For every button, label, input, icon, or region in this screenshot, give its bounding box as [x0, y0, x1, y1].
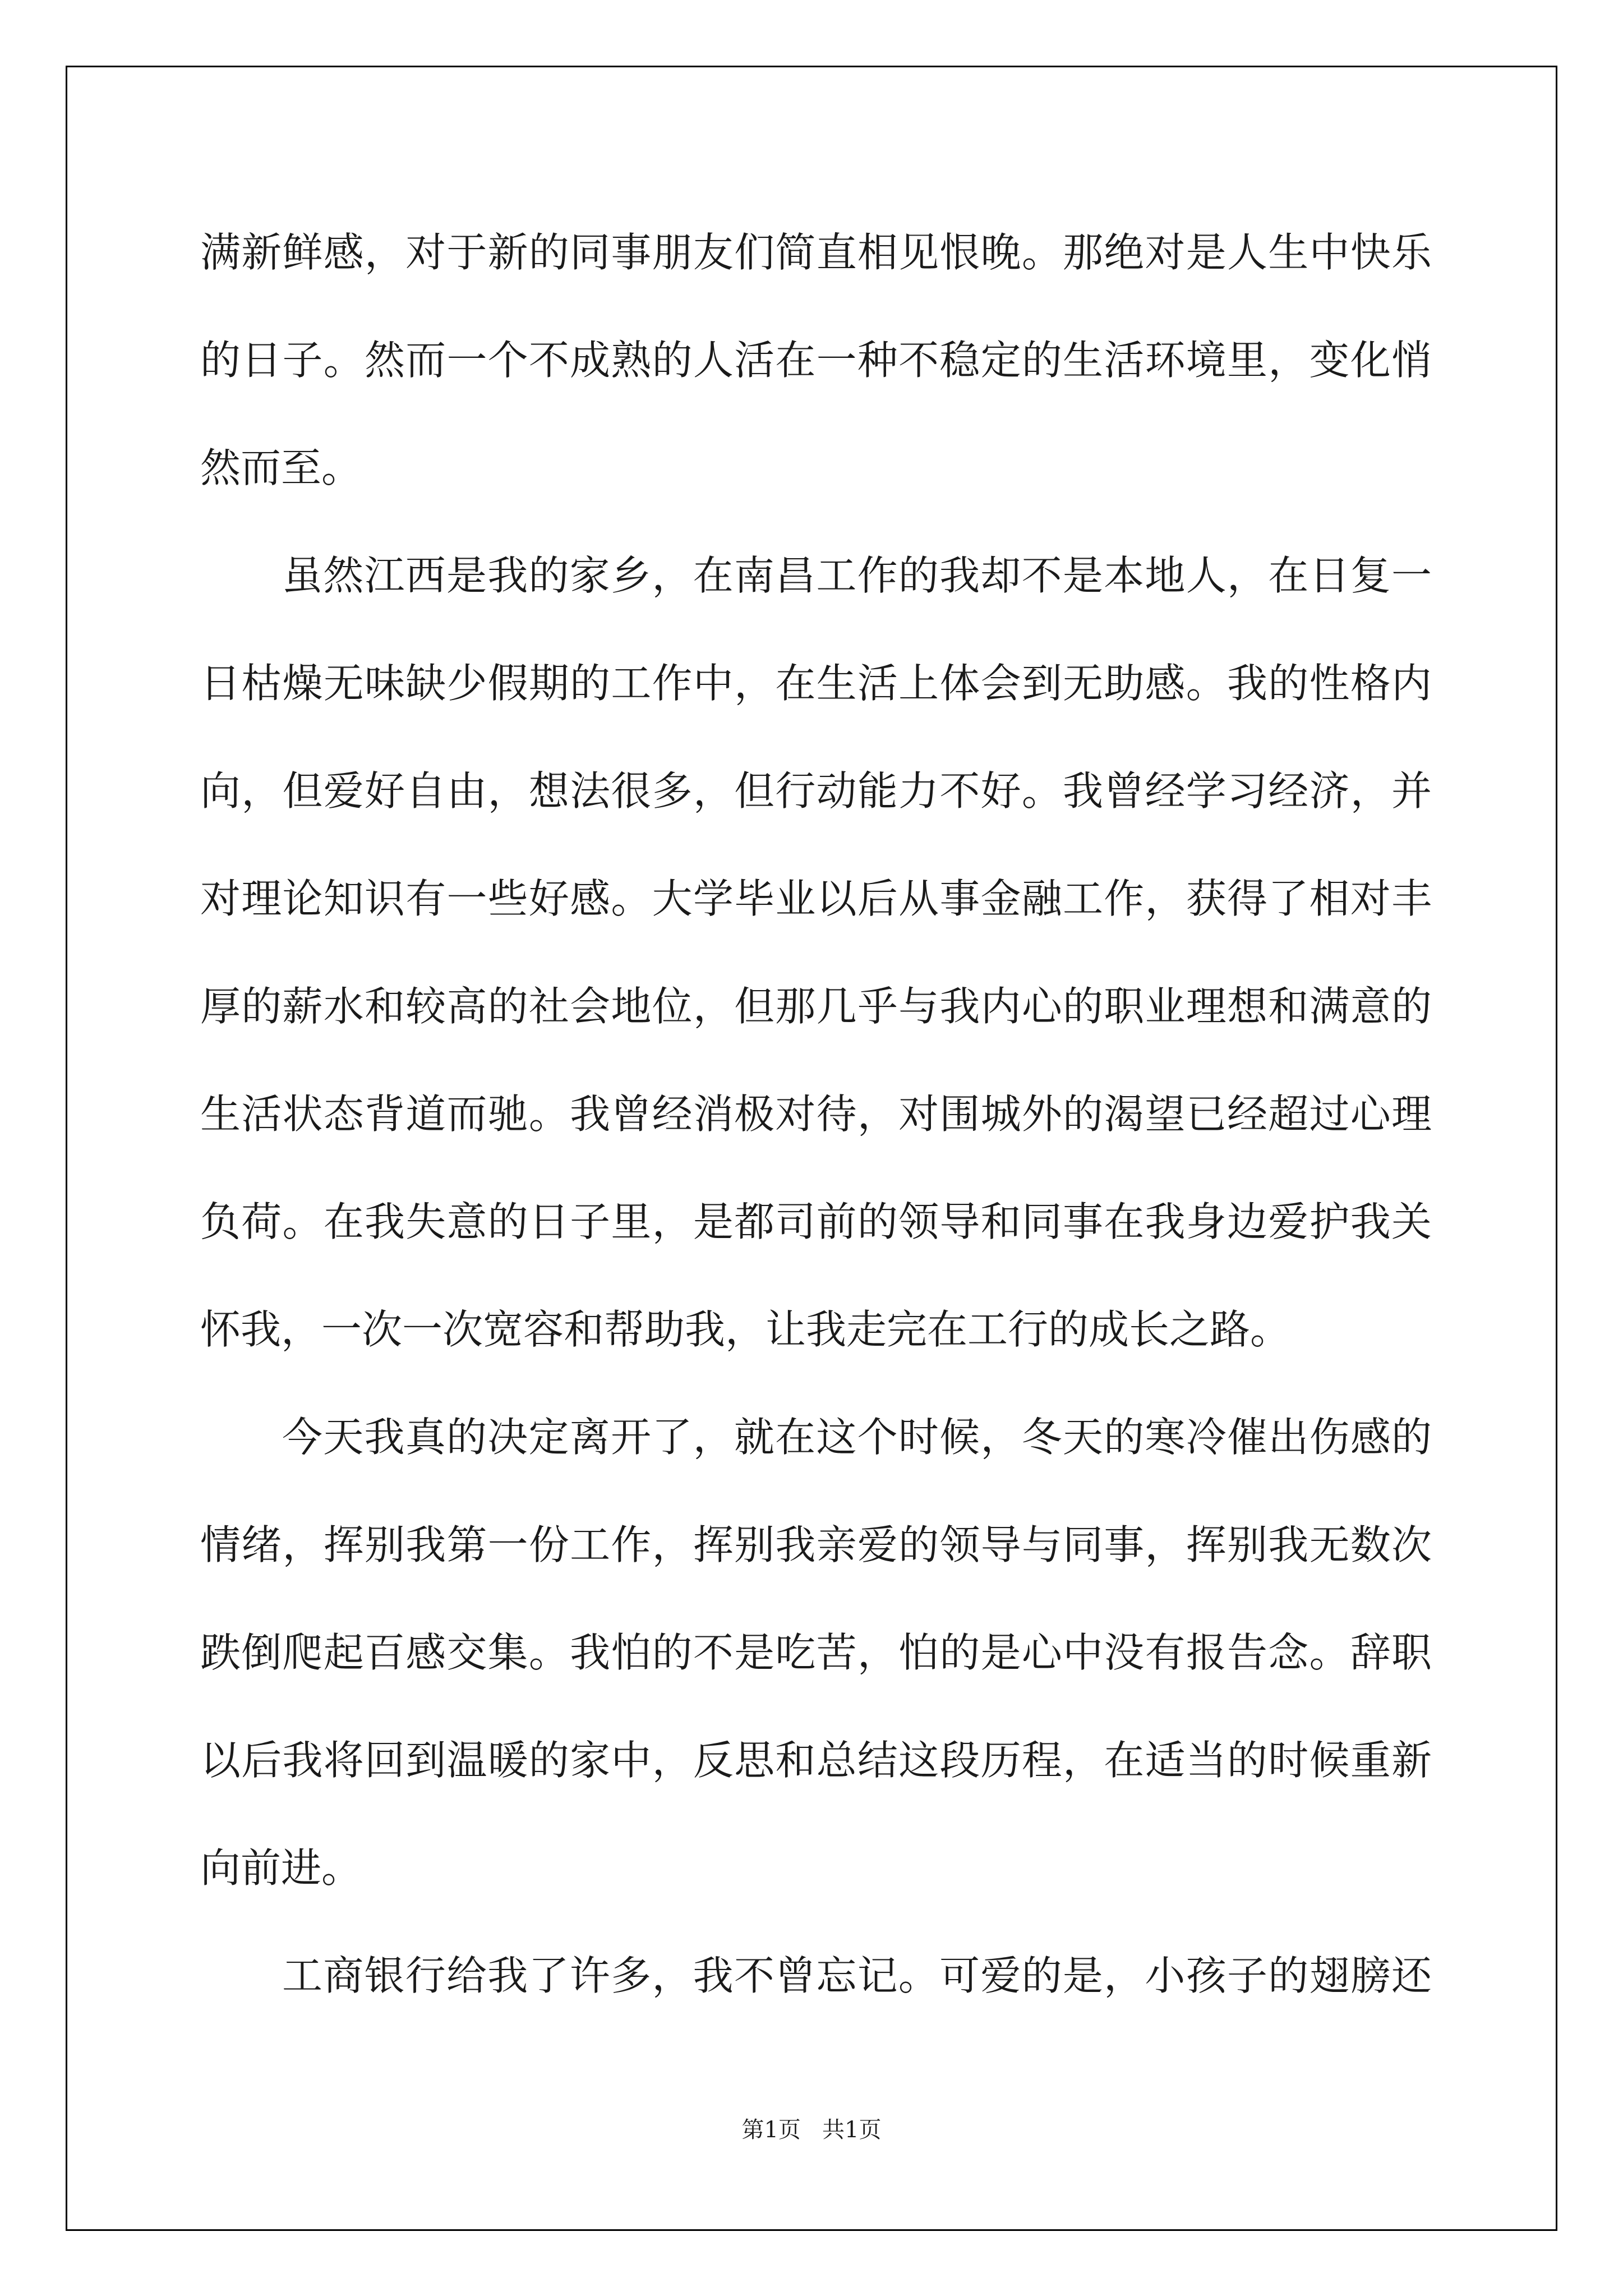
- text-line: 向前进。: [200, 1844, 362, 1892]
- text-line: 负荷。在我失意的日子里，是都司前的领导和同事在我身边爱护我关: [200, 1198, 1432, 1245]
- text-line: 日枯燥无味缺少假期的工作中，在生活上体会到无助感。我的性格内: [200, 660, 1432, 707]
- text-line: 然而至。: [200, 444, 362, 491]
- text-line: 的日子。然而一个不成熟的人活在一种不稳定的生活环境里，变化悄: [200, 337, 1432, 384]
- text-line: 怀我，一次一次宽容和帮助我，让我走完在工行的成长之路。: [200, 1306, 1291, 1353]
- text-line: 跌倒爬起百感交集。我怕的不是吃苦，怕的是心中没有报告念。辞职: [200, 1629, 1432, 1676]
- text-line: 生活状态背道而驰。我曾经消极对待，对围城外的渴望已经超过心理: [200, 1091, 1432, 1138]
- paragraph-start-line: 工商银行给我了许多，我不曾忘记。可爱的是，小孩子的翅膀还: [282, 1952, 1432, 1999]
- page-footer: 第1页 共1页: [741, 2117, 882, 2143]
- document-body: [200, 219, 1432, 2050]
- paragraph-start-line: 今天我真的决定离开了，就在这个时候，冬天的寒冷催出伤感的: [282, 1414, 1432, 1461]
- text-line: 对理论知识有一些好感。大学毕业以后从事金融工作，获得了相对丰: [200, 875, 1432, 922]
- text-line: 以后我将回到温暖的家中，反思和总结这段历程，在适当的时候重新: [200, 1737, 1432, 1784]
- text-line: 向，但爱好自由，想法很多，但行动能力不好。我曾经学习经济，并: [200, 767, 1432, 815]
- text-line: 满新鲜感，对于新的同事朋友们简直相见恨晚。那绝对是人生中快乐: [200, 229, 1432, 276]
- text-line: 情绪，挥别我第一份工作，挥别我亲爱的领导与同事，挥别我无数次: [200, 1521, 1432, 1568]
- paragraph-start-line: 虽然江西是我的家乡，在南昌工作的我却不是本地人，在日复一: [282, 552, 1432, 599]
- text-line: 厚的薪水和较高的社会地位，但那几乎与我内心的职业理想和满意的: [200, 983, 1432, 1030]
